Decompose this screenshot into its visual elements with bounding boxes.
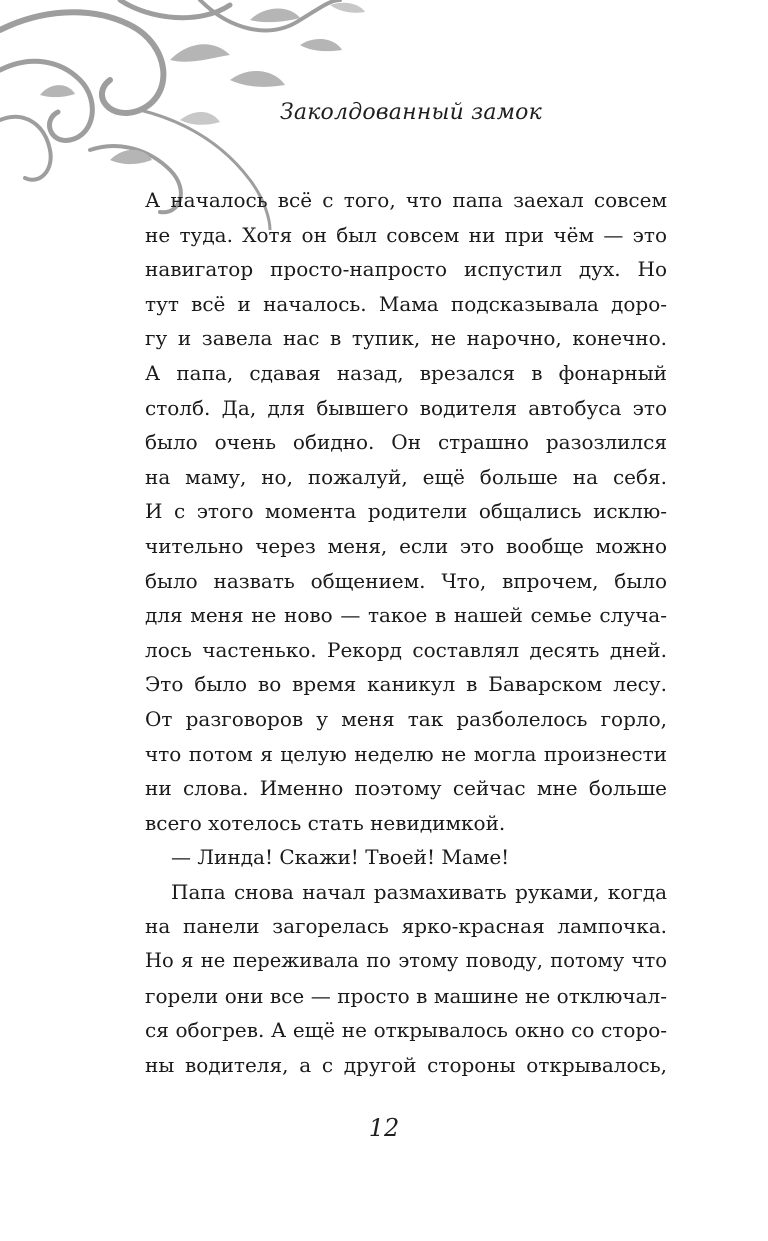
text-line: всего хотелось стать невидимкой. xyxy=(145,810,506,835)
text-line: было назвать общением. Что, впрочем, было xyxy=(145,568,667,593)
text-line: И с этого момента родители общались исклю- xyxy=(145,499,667,524)
text-line: ся обогрев. А ещё не открывалось окно со сторо- xyxy=(145,1018,667,1043)
text-line: А папа, сдавая назад, врезался в фонарный xyxy=(145,360,667,385)
text-line: А началось всё с того, что папа заехал совсем xyxy=(145,188,667,212)
text-line: столб. Да, для бывшего водителя автобуса это xyxy=(145,395,667,420)
text-line: чительно через меня, если это вообще можно xyxy=(145,533,667,558)
text-line: было очень обидно. Он страшно разозлился xyxy=(145,430,667,455)
text-line: что потом я целую неделю не могла произнести xyxy=(145,741,667,766)
text-line: ни слова. Именно поэтому сейчас мне больше xyxy=(145,776,667,801)
text-line: От разговоров у меня так разболелось горло, xyxy=(145,706,667,731)
page-number: 12 xyxy=(368,1114,400,1142)
text-line: гу и завела нас в тупик, не нарочно, конечно. xyxy=(145,326,667,351)
text-line: Папа снова начал размахивать руками, когда xyxy=(171,879,667,904)
text-line: лось частенько. Рекорд составлял десять дней. xyxy=(145,637,667,662)
text-line: для меня не ново — такое в нашей семье случа- xyxy=(145,603,667,628)
text-line: на маму, но, пожалуй, ещё больше на себя. xyxy=(145,464,667,489)
text-line: не туда. Хотя он был совсем ни при чём — это xyxy=(145,222,667,247)
text-line: тут всё и началось. Мама подсказывала доро- xyxy=(145,291,667,316)
body-text xyxy=(145,183,667,1082)
text-line: Это было во время каникул в Баварском лесу. xyxy=(145,672,667,697)
text-line: навигатор просто-напросто испустил дух. Но xyxy=(145,257,667,282)
text-line: ны водителя, а с другой стороны открывалось, xyxy=(145,1052,667,1077)
text-line: горели они все — просто в машине не отключал- xyxy=(145,983,667,1008)
text-line: Но я не переживала по этому поводу, потому что xyxy=(145,949,667,973)
dialogue-line: — Линда! Скажи! Твоей! Маме! xyxy=(171,845,510,870)
running-title: Заколдованный замок xyxy=(280,100,542,125)
text-line: на панели загорелась ярко-красная лампочка. xyxy=(145,914,667,939)
